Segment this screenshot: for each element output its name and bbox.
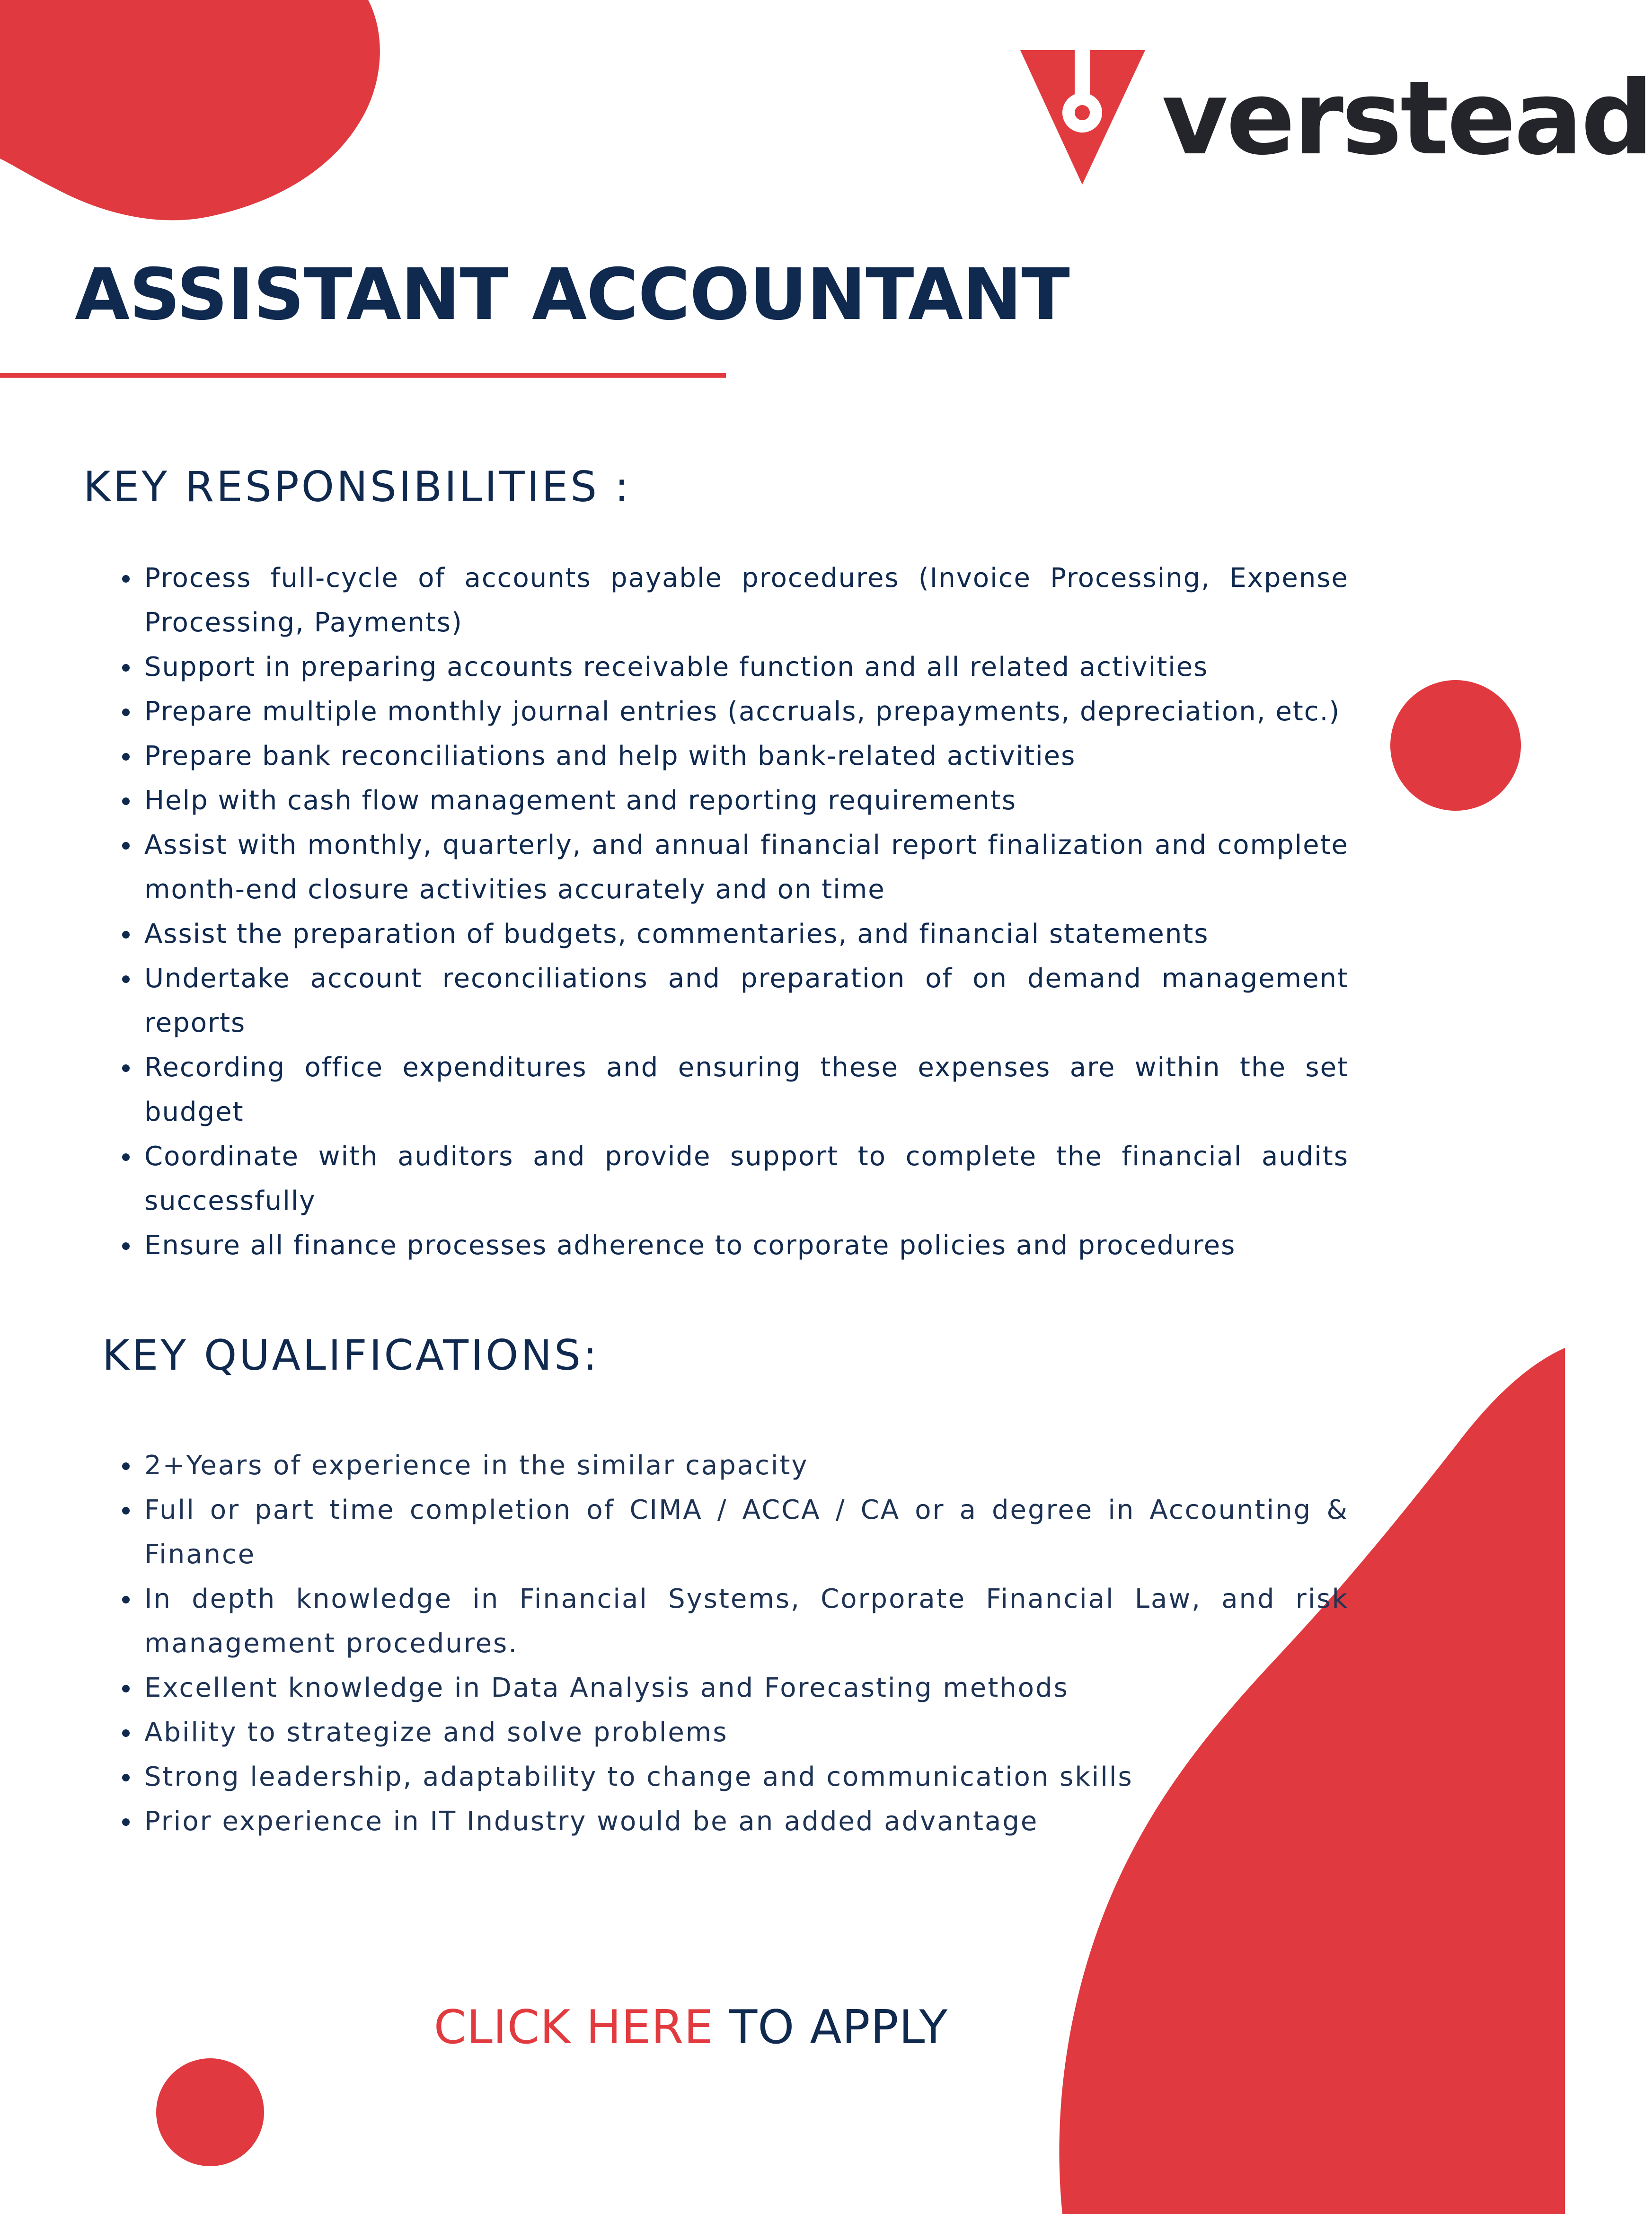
list-item: Assist with monthly, quarterly, and annual financial report finalization and complete month-end closure activities accurately and on time — [118, 823, 1349, 912]
list-item: Prepare bank reconciliations and help with bank-related activities — [118, 734, 1349, 779]
v-pin-logo-icon — [1017, 47, 1150, 189]
list-item: Prepare multiple monthly journal entries (accruals, prepayments, depreciation, etc.) — [118, 690, 1349, 734]
list-item: Ability to strategize and solve problems — [118, 1710, 1349, 1755]
apply-call-to-action — [0, 2001, 1382, 2055]
list-item: Assist the preparation of budgets, commentaries, and financial statements — [118, 912, 1349, 956]
list-item: In depth knowledge in Financial Systems, Corporate Financial Law, and risk management procedures. — [118, 1577, 1349, 1666]
brand-name: verstead — [1162, 59, 1652, 177]
responsibilities-list — [118, 556, 1349, 1268]
list-item: Help with cash flow management and reporting requirements — [118, 779, 1349, 823]
list-item: Strong leadership, adaptability to change and communication skills — [118, 1755, 1349, 1799]
click-here-link[interactable]: CLICK HERE — [433, 2001, 714, 2055]
responsibilities-heading: KEY RESPONSIBILITIES : — [83, 462, 631, 511]
list-item: Ensure all finance processes adherence to corporate policies and procedures — [118, 1223, 1349, 1268]
list-item: Recording office expenditures and ensuring these expenses are within the set budget — [118, 1045, 1349, 1134]
title-underline — [0, 373, 726, 378]
list-item: Support in preparing accounts receivable function and all related activities — [118, 645, 1349, 690]
right-dot — [1390, 680, 1521, 811]
list-item: 2+Years of experience in the similar capacity — [118, 1444, 1349, 1488]
list-item: Excellent knowledge in Data Analysis and Forecasting methods — [118, 1666, 1349, 1710]
bottom-left-dot — [156, 2058, 264, 2166]
list-item: Full or part time completion of CIMA / ACCA / CA or a degree in Accounting & Finance — [118, 1488, 1349, 1577]
list-item: Coordinate with auditors and provide support to complete the financial audits successfully — [118, 1134, 1349, 1223]
list-item: Undertake account reconciliations and preparation of on demand management reports — [118, 956, 1349, 1045]
list-item: Process full-cycle of accounts payable procedures (Invoice Processing, Expense Processing, Payments) — [118, 556, 1349, 645]
page-title: ASSISTANT ACCOUNTANT — [75, 254, 1069, 336]
list-item: Prior experience in IT Industry would be an added advantage — [118, 1799, 1349, 1844]
qualifications-heading: KEY QUALIFICATIONS: — [102, 1331, 600, 1380]
apply-text: TO APPLY — [714, 2001, 948, 2055]
qualifications-list — [118, 1444, 1349, 1844]
top-left-blob — [0, 0, 380, 220]
verstead-logo[interactable] — [1017, 47, 1652, 189]
